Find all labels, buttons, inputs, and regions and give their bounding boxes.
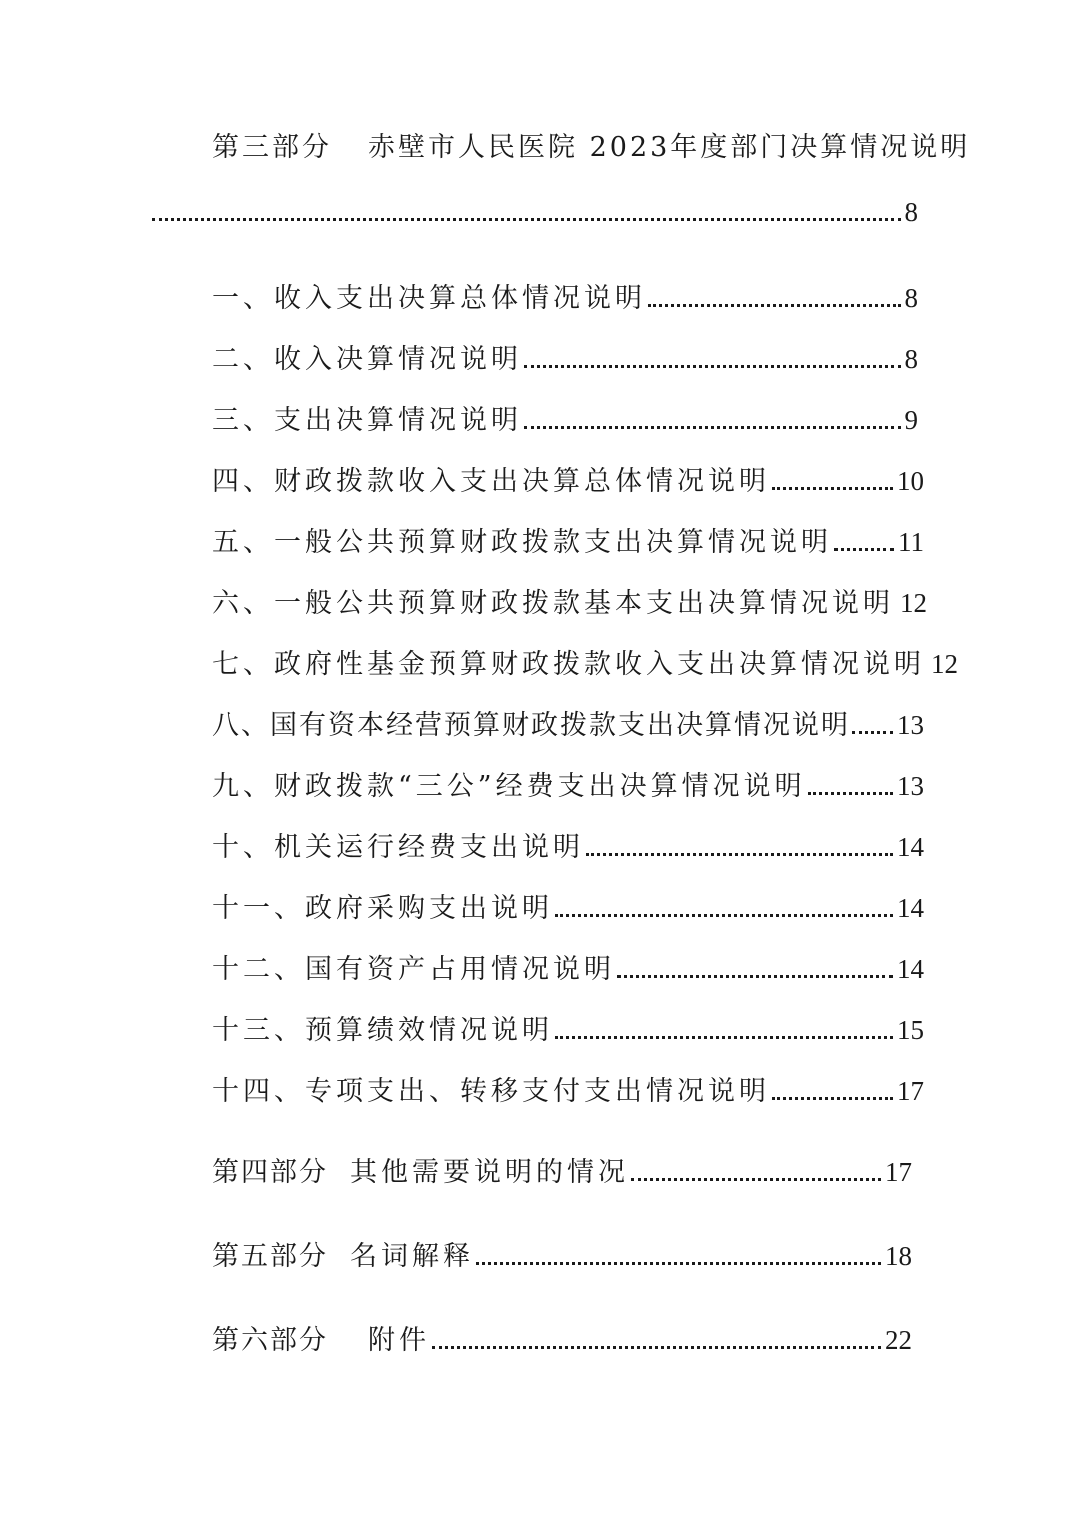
toc-item[interactable]	[212, 644, 958, 685]
dot-leader	[555, 1036, 893, 1039]
dot-leader	[524, 365, 901, 368]
toc-part6[interactable]	[212, 1320, 912, 1361]
toc-part3-title-line[interactable]	[212, 128, 970, 168]
toc-part4[interactable]	[212, 1152, 912, 1193]
toc-part6-prefix: 第六部分	[212, 1325, 328, 1356]
toc-item-label: 十二、国有资产占用情况说明	[212, 954, 615, 985]
toc-item-page: 12	[900, 588, 927, 618]
toc-part5-prefix: 第五部分	[212, 1241, 328, 1272]
toc-item[interactable]	[212, 278, 918, 319]
toc-part4-title: 其他需要说明的情况	[350, 1157, 629, 1188]
toc-item[interactable]	[212, 522, 924, 563]
dot-leader	[476, 1262, 881, 1265]
toc-part5-page: 18	[885, 1241, 912, 1271]
dot-leader	[772, 1097, 893, 1100]
toc-part4-prefix: 第四部分	[212, 1157, 328, 1188]
toc-item[interactable]	[212, 400, 918, 441]
toc-item-label: 七、政府性基金预算财政拨款收入支出决算情况说明	[212, 649, 925, 680]
dot-leader	[772, 487, 893, 490]
toc-item[interactable]	[212, 888, 924, 929]
toc-part3-page: 8	[904, 197, 918, 227]
dot-leader	[586, 853, 893, 856]
toc-item-page: 13	[897, 771, 924, 801]
toc-item-page: 10	[897, 466, 924, 496]
toc-item-page: 13	[897, 710, 924, 740]
toc-part3-prefix: 第三部分	[212, 132, 332, 163]
toc-item-page: 14	[897, 832, 924, 862]
toc-item[interactable]	[212, 766, 924, 807]
toc-item-page: 14	[897, 954, 924, 984]
toc-item-label: 二、收入决算情况说明	[212, 344, 522, 375]
toc-item[interactable]	[212, 1071, 924, 1112]
dot-leader	[808, 792, 893, 795]
dot-leader	[617, 975, 893, 978]
toc-item-label: 六、一般公共预算财政拨款基本支出决算情况说明	[212, 588, 894, 619]
dot-leader	[152, 218, 901, 221]
dot-leader	[631, 1178, 881, 1181]
toc-item-page: 14	[897, 893, 924, 923]
dot-leader	[852, 731, 893, 734]
toc-item-label: 三、支出决算情况说明	[212, 405, 522, 436]
toc-part6-title: 附件	[368, 1325, 430, 1356]
toc-part3-title: 赤壁市人民医院 2023年度部门决算情况说明	[368, 132, 971, 163]
toc-item[interactable]	[212, 583, 927, 624]
dot-leader	[432, 1346, 881, 1349]
toc-item-label: 九、财政拨款“三公”经费支出决算情况说明	[212, 771, 806, 802]
toc-item[interactable]	[212, 339, 918, 380]
toc-item-page: 17	[897, 1076, 924, 1106]
toc-item[interactable]	[212, 827, 924, 868]
toc-item-page: 9	[904, 405, 918, 435]
dot-leader	[834, 548, 894, 551]
toc-part5[interactable]	[212, 1236, 912, 1277]
toc-item-label: 八、国有资本经营预算财政拨款支出决算情况说明	[212, 710, 850, 741]
toc-item-page: 8	[904, 283, 918, 313]
toc-item-label: 十四、专项支出、转移支付支出情况说明	[212, 1076, 770, 1107]
toc-item-label: 一、收入支出决算总体情况说明	[212, 283, 646, 314]
dot-leader	[555, 914, 893, 917]
toc-item-page: 15	[897, 1015, 924, 1045]
toc-item-label: 十三、预算绩效情况说明	[212, 1015, 553, 1046]
toc-part4-page: 17	[885, 1157, 912, 1187]
toc-part6-page: 22	[885, 1325, 912, 1355]
toc-item[interactable]	[212, 949, 924, 990]
toc-item-label: 四、财政拨款收入支出决算总体情况说明	[212, 466, 770, 497]
toc-item-page: 8	[904, 344, 918, 374]
toc-item-label: 十、机关运行经费支出说明	[212, 832, 584, 863]
toc-item-page: 11	[898, 527, 924, 557]
dot-leader	[648, 304, 901, 307]
toc-item-label: 五、一般公共预算财政拨款支出决算情况说明	[212, 527, 832, 558]
toc-item[interactable]	[212, 461, 924, 502]
toc-item-label: 十一、政府采购支出说明	[212, 893, 553, 924]
toc-item[interactable]	[212, 705, 924, 746]
toc-part5-title: 名词解释	[350, 1241, 474, 1272]
toc-part3-leader-row[interactable]	[152, 192, 918, 232]
toc-item-page: 12	[931, 649, 958, 679]
dot-leader	[524, 426, 901, 429]
toc-item[interactable]	[212, 1010, 924, 1051]
